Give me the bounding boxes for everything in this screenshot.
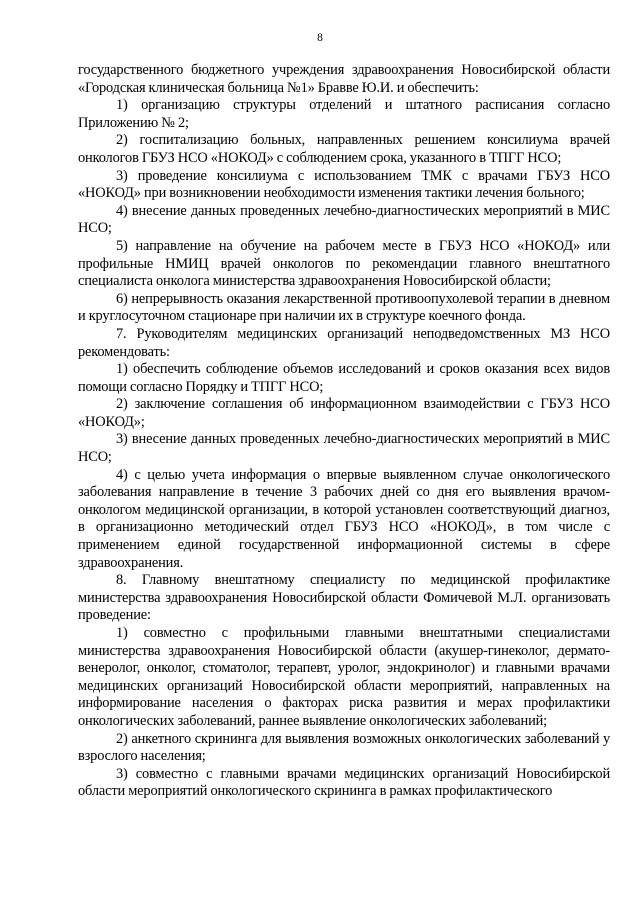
paragraph-6-item-3: 3) проведение консилиума с использованием ТМК с врачами ГБУЗ НСО «НОКОД» при возникновении необходимости изменения тактики лечения больного; [78,167,610,202]
page-number: 8 [317,32,323,44]
section-7-heading: 7. Руководителям медицинских организаций неподведомственных МЗ НСО рекомендовать: [78,325,610,360]
section-8-heading: 8. Главному внештатному специалисту по медицинской профилактике министерства здравоохранения Новосибирской области Фомичевой М.Л. организовать проведение: [78,572,610,624]
paragraph-7-item-2: 2) заключение соглашения об информационном взаимодействии с ГБУЗ НСО «НОКОД»; [78,396,610,430]
paragraph-7-item-3: 3) внесение данных проведенных лечебно-диагностических мероприятий в МИС НСО; [78,431,610,466]
paragraph-6-item-2: 2) госпитализацию больных, направленных решением консилиума врачей онкологов ГБУЗ НСО «НОКОД» с соблюдением срока, указанного в ТПГГ НСО; [78,132,610,166]
paragraph-8-item-3: 3) совместно с главными врачами медицинских организаций Новосибирской области мероприятий онкологического скрининга в рамках профилактического [78,765,610,800]
paragraph-8-item-2: 2) анкетного скрининга для выявления возможных онкологических заболеваний у взрослого населения; [78,730,610,765]
paragraph-intro-continuation: государственного бюджетного учреждения здравоохранения Новосибирской области «Городская клиническая больница №1» Бравве Ю.И. и обеспечить: [78,62,610,96]
paragraph-7-item-4: 4) с целью учета информация о впервые выявленном случае онкологического заболевания направление в течение 3 рабочих дней со дня его выявления врачом-онкологом медицинской организации, в которой установлен соответствующий диагноз, в организационно методический отдел ГБУЗ НСО «НОКОД», в том числе с применением единой государственной информационной системы в сфере здравоохранения. [78,466,610,571]
paragraph-6-item-1: 1) организацию структуры отделений и штатного расписания согласно Приложению № 2; [78,97,610,131]
paragraph-6-item-5: 5) направление на обучение на рабочем месте в ГБУЗ НСО «НОКОД» или профильные НМИЦ врачей онкологов по рекомендации главного внештатного специалиста онколога министерства здравоохранения Новосибирской области; [78,237,610,290]
document-body [78,62,610,801]
paragraph-7-item-1: 1) обеспечить соблюдение объемов исследований и сроков оказания всех видов помощи согласно Порядку и ТПГГ НСО; [78,361,610,395]
paragraph-6-item-4: 4) внесение данных проведенных лечебно-диагностических мероприятий в МИС НСО; [78,202,610,237]
paragraph-6-item-6: 6) непрерывность оказания лекарственной противоопухолевой терапии в дневном и круглосуточном стационаре при наличии их в структуре коечного фонда. [78,290,610,325]
paragraph-8-item-1: 1) совместно с профильными главными внештатными специалистами министерства здравоохранения Новосибирской области (акушер-гинеколог, дермато-венеролог, онколог, стоматолог, терапевт, уролог, эндокринолог) и главными врачами медицинских организаций Новосибирской области мероприятий, направленных на информирование населения о факторах риска развития и мерах профилактики онкологических заболеваний, раннее выявление онкологических заболеваний; [78,625,610,729]
